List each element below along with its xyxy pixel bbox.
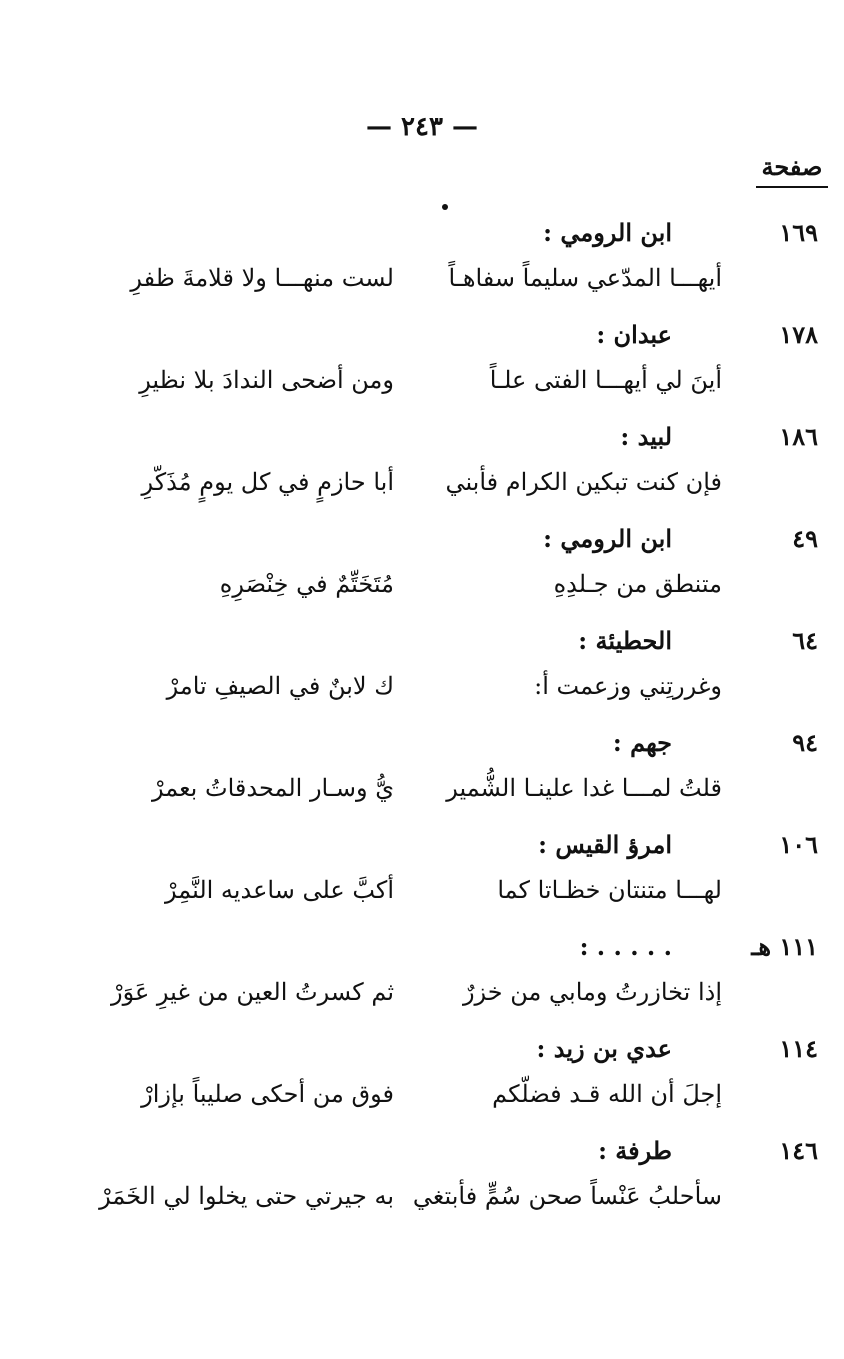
entry-page-ref: ٤٩ xyxy=(792,524,818,553)
verse-entry xyxy=(0,1130,844,1232)
entry-hemistich-first: فإن كنت تبكين الكرام فأبني xyxy=(445,468,722,496)
entry-page-ref: ١٠٦ xyxy=(779,830,818,859)
entry-hemistich-first: أيهـــا المدّعي سليماً سفاهـاً xyxy=(448,264,722,292)
entry-hemistich-first: إذا تخازرتُ ومابي من خزرٌ xyxy=(462,978,722,1006)
entry-poet: جهم : xyxy=(612,728,672,757)
entry-poet: ابن الرومي : xyxy=(543,524,672,553)
entry-poet: لبيد : xyxy=(620,422,672,451)
verse-entry xyxy=(0,926,844,1028)
entry-page-ref: ٩٤ xyxy=(792,728,818,757)
page-number: — ٢٤٣ — xyxy=(365,112,479,142)
entry-hemistich-first: متنطق من جـلدِهِ xyxy=(553,570,722,598)
entry-poet: عبدان : xyxy=(596,320,672,349)
entry-hemistich-second: ك لابنٌ في الصيفِ تامرْ xyxy=(166,672,394,700)
verse-entry xyxy=(0,518,844,620)
entry-poet: ابن الرومي : xyxy=(543,218,672,247)
entry-hemistich-second: يُّ وسـار المحدقاتُ بعمرْ xyxy=(151,774,394,802)
entry-hemistich-second: به جيرتي حتى يخلوا لي الخَمَرْ xyxy=(99,1182,394,1210)
entry-poet: الحطيئة : xyxy=(578,626,672,655)
verse-entry xyxy=(0,1028,844,1130)
entry-hemistich-first: قلتُ لمـــا غدا علينـا الشُّمير xyxy=(446,774,722,802)
header-underline xyxy=(756,186,828,188)
entry-poet: عدي بن زيد : xyxy=(536,1034,672,1063)
entry-poet: امرؤ القيس : xyxy=(538,830,672,859)
entry-poet: . . . . . : xyxy=(579,932,672,961)
verse-entry xyxy=(0,416,844,518)
entry-page-ref: ١٦٩ xyxy=(779,218,818,247)
entry-poet: طرفة : xyxy=(598,1136,672,1165)
entry-hemistich-second: ثم كسرتُ العين من غيرِ عَوَرْ xyxy=(110,978,394,1006)
verse-entry xyxy=(0,824,844,926)
entry-hemistich-second: أبا حازمٍ في كل يومٍ مُذَكّرِ xyxy=(141,468,394,496)
entry-hemistich-second: لست منهـــا ولا قلامةَ ظفرِ xyxy=(130,264,394,292)
ink-dot xyxy=(442,204,448,210)
entry-page-ref: ١٤٦ xyxy=(779,1136,818,1165)
verse-entry xyxy=(0,314,844,416)
entry-hemistich-second: فوق من أحكى صليباً بإزارْ xyxy=(141,1080,394,1108)
entry-page-ref: ٦٤ xyxy=(792,626,818,655)
entry-hemistich-first: إجلَ أن الله قـد فضلّكم xyxy=(492,1080,722,1108)
entry-hemistich-first: أينَ لي أيهـــا الفتى علـاً xyxy=(489,366,722,394)
entry-hemistich-first: سأحلبُ عَنْساً صحن سُمٍّ فأبتغي xyxy=(412,1182,722,1210)
verse-entry xyxy=(0,620,844,722)
entry-hemistich-first: وغررتِني وزعمت أ: xyxy=(534,672,722,700)
verse-entry xyxy=(0,722,844,824)
entry-page-ref: ١١١ هـ xyxy=(751,932,818,961)
entry-hemistich-second: مُتَخَتِّمٌ في خِنْصَرِهِ xyxy=(219,570,394,598)
verse-index-list xyxy=(0,212,844,1232)
entry-hemistich-second: ومن أضحى الندادَ بلا نظيرِ xyxy=(139,366,394,394)
page-column-header: صفحة xyxy=(761,152,823,181)
verse-entry xyxy=(0,212,844,314)
entry-hemistich-second: أكبَّ على ساعديه النَّمِرْ xyxy=(164,876,394,904)
entry-page-ref: ١٨٦ xyxy=(779,422,818,451)
entry-page-ref: ١١٤ xyxy=(779,1034,818,1063)
entry-hemistich-first: لهـــا متنتان خظـاتا كما xyxy=(497,876,722,904)
entry-page-ref: ١٧٨ xyxy=(779,320,818,349)
